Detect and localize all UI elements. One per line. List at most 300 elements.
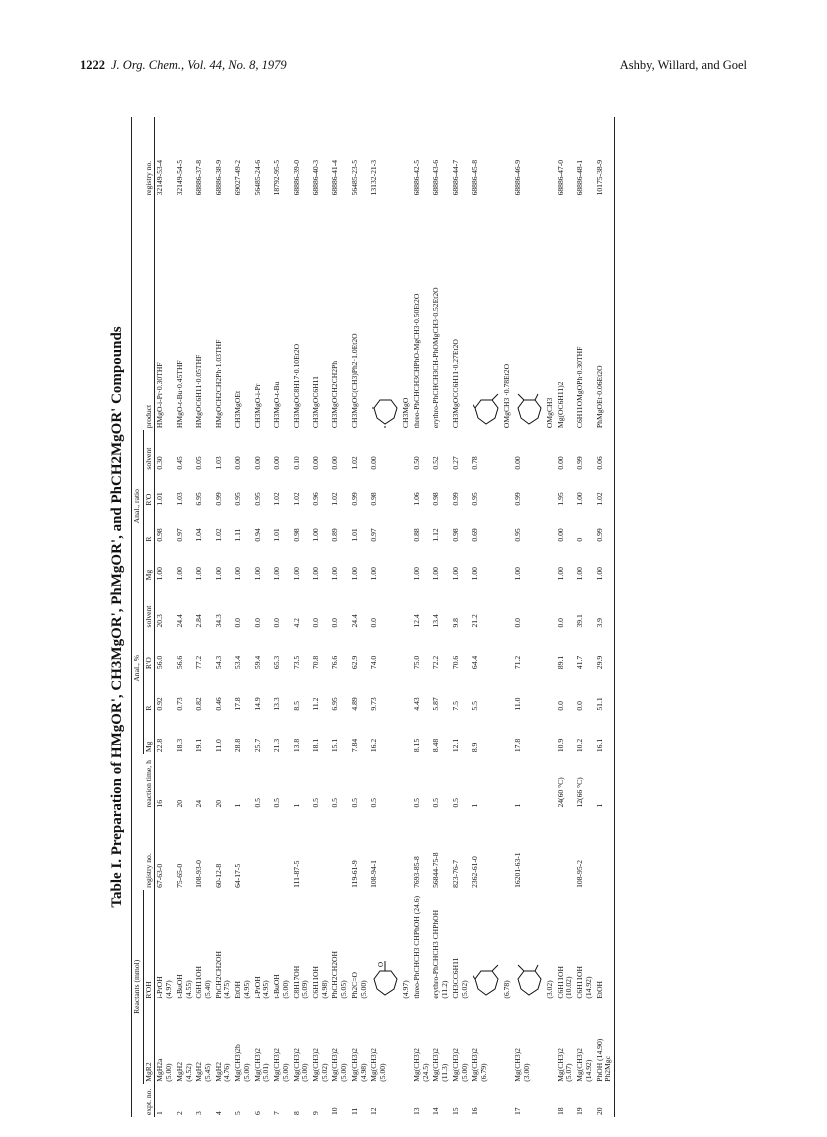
cell-mgr2-text: Mg(CH3)2b (5.00) bbox=[233, 1044, 251, 1082]
cell-time-text: 24 bbox=[194, 799, 204, 808]
cell-ratio bbox=[194, 544, 213, 583]
cell-pct-text: 24.4 bbox=[174, 614, 184, 628]
cell-pct bbox=[311, 582, 330, 629]
cell-expt-text: 18 bbox=[555, 1107, 565, 1115]
cell-product bbox=[175, 197, 194, 430]
cell-pct bbox=[451, 630, 470, 672]
cell-pct-text: 70.6 bbox=[450, 655, 460, 670]
cell-roh-text: EtOH (4.95) bbox=[233, 980, 251, 999]
cell-pct bbox=[214, 630, 233, 672]
cell-product bbox=[369, 197, 412, 430]
cell-pct-text: 22.8 bbox=[155, 738, 165, 753]
cell-expt-text: 10 bbox=[330, 1107, 340, 1115]
cell-ratio bbox=[253, 544, 272, 583]
col-expt: expt. no. bbox=[143, 1084, 155, 1117]
cell-ratio-text: 1.00 bbox=[291, 567, 301, 581]
cell-pct bbox=[595, 671, 615, 713]
cell-pct-text: 73.5 bbox=[291, 655, 301, 670]
cell-ratio-text: 1.00 bbox=[594, 567, 604, 581]
cell-ratio-text: 0.94 bbox=[252, 528, 262, 542]
cell-pct bbox=[194, 582, 213, 629]
cell-ratio bbox=[253, 508, 272, 544]
cell-ratio bbox=[253, 472, 272, 508]
cell-pct bbox=[513, 713, 556, 755]
col-pct-solvent: solvent bbox=[143, 582, 155, 629]
cell-mgr2 bbox=[470, 1001, 513, 1084]
header-expt bbox=[132, 1084, 144, 1117]
cell-registry bbox=[214, 810, 233, 890]
cell-ratio bbox=[194, 430, 213, 472]
cell-pct bbox=[155, 630, 175, 672]
cell-roh bbox=[155, 890, 175, 1001]
structure-drawing bbox=[473, 959, 503, 999]
table-row bbox=[155, 117, 175, 1117]
cell-registry bbox=[369, 810, 412, 890]
cell-pct-text: 34.3 bbox=[213, 614, 223, 628]
cell-ratio-text: 0.10 bbox=[291, 456, 301, 470]
cell-ratio bbox=[513, 472, 556, 508]
cell-time bbox=[272, 754, 291, 809]
cell-pct bbox=[155, 582, 175, 629]
cell-ratio-text: 1.00 bbox=[349, 567, 359, 581]
cell-ratio-text: 1.00 bbox=[411, 567, 421, 581]
cell-pct-text: 12.4 bbox=[411, 614, 421, 628]
cell-mgr2-text: MgH2a (5.00) bbox=[155, 1058, 174, 1082]
cell-roh bbox=[311, 890, 330, 1001]
cell-pct bbox=[175, 713, 194, 755]
cell-roh-text: CH3CC6H11 (5.02) bbox=[450, 957, 469, 999]
cell-registry-text: 111-87-5 bbox=[291, 860, 301, 888]
cell-product bbox=[431, 197, 450, 430]
cell-time bbox=[431, 754, 450, 809]
cell-ratio bbox=[575, 508, 594, 544]
cell-ratio-text: 0.69 bbox=[470, 528, 480, 542]
cell-roh-text: erythro-PhCHCH3 CHPhOH (11.2) bbox=[431, 909, 450, 999]
cell-mgr2-text: Mg(CH3)2 (24.5) bbox=[411, 1048, 430, 1082]
cell-pct bbox=[311, 671, 330, 713]
cell-time bbox=[575, 754, 594, 809]
cell-registry-2 bbox=[233, 117, 252, 197]
col-registry-2: registry no. bbox=[143, 117, 155, 197]
cell-pct-text: 77.2 bbox=[194, 655, 204, 670]
cell-mgr2-text: Mg(CH3)2 (5.01) bbox=[252, 1048, 271, 1082]
cell-pct-text: 71.2 bbox=[513, 655, 522, 670]
cell-ratio bbox=[330, 472, 349, 508]
cell-pct bbox=[470, 713, 513, 755]
cell-ratio-text: 0.99 bbox=[513, 492, 522, 506]
cell-time bbox=[556, 754, 575, 809]
cell-ratio bbox=[155, 508, 175, 544]
cell-registry-text: 108-93-0 bbox=[194, 860, 204, 888]
cell-ratio bbox=[253, 430, 272, 472]
cell-registry-2-text: 68886-48-1 bbox=[575, 159, 585, 196]
cell-expt-text: 1 bbox=[155, 1111, 165, 1115]
cell-registry bbox=[253, 810, 272, 890]
table-row bbox=[292, 117, 311, 1117]
cell-mgr2 bbox=[175, 1001, 194, 1084]
cell-pct-text: 5.5 bbox=[470, 701, 480, 711]
cell-pct-text: 19.1 bbox=[194, 738, 204, 753]
cell-registry-2-text: 56485-23-5 bbox=[349, 159, 359, 196]
cell-registry-2 bbox=[311, 117, 330, 197]
cell-pct bbox=[369, 671, 412, 713]
col-roh: R'OH bbox=[143, 890, 155, 1001]
cell-ratio bbox=[155, 430, 175, 472]
cell-pct-text: 25.7 bbox=[252, 738, 262, 753]
cell-ratio-text: 0.78 bbox=[470, 456, 480, 470]
col-pct-mg: Mg bbox=[143, 713, 155, 755]
cell-ratio bbox=[575, 430, 594, 472]
cell-roh bbox=[292, 890, 311, 1001]
cell-pct bbox=[369, 713, 412, 755]
cell-mgr2-text: Mg(CH3)2 (6.79) bbox=[470, 1048, 488, 1082]
cell-pct-text: 0.0 bbox=[513, 618, 522, 628]
cell-ratio bbox=[194, 472, 213, 508]
table-row bbox=[175, 117, 194, 1117]
cell-roh bbox=[513, 890, 556, 1001]
cell-ratio-text: 1.00 bbox=[555, 567, 565, 581]
cell-ratio-text: 1.02 bbox=[213, 528, 223, 542]
cell-ratio-text: 1.95 bbox=[555, 492, 565, 506]
cell-ratio-text: 1.01 bbox=[272, 528, 282, 542]
cell-pct bbox=[292, 630, 311, 672]
cell-ratio-text: 0.00 bbox=[252, 456, 262, 470]
cell-pct-text: 53.4 bbox=[233, 655, 243, 670]
cell-roh bbox=[253, 890, 272, 1001]
cell-time-text: 0.5 bbox=[330, 798, 340, 808]
cell-pct-text: 89.1 bbox=[555, 655, 565, 670]
cell-time bbox=[311, 754, 330, 809]
cell-mgr2-text: Mg(CH3)2 (5.02) bbox=[310, 1048, 329, 1082]
cell-pct-text: 13.8 bbox=[291, 738, 301, 753]
cell-ratio bbox=[272, 544, 291, 583]
cell-registry-text: 75-65-0 bbox=[174, 863, 184, 888]
cell-pct-text: 0.0 bbox=[310, 618, 320, 628]
cell-product-text: Mg(OC6H11)2 bbox=[555, 381, 565, 429]
table-row bbox=[556, 117, 575, 1117]
cell-ratio bbox=[233, 544, 252, 583]
cell-pct bbox=[575, 582, 594, 629]
cell-pct bbox=[253, 582, 272, 629]
cell-product bbox=[311, 197, 330, 430]
cell-ratio-text: 1.06 bbox=[411, 492, 421, 506]
cell-pct bbox=[330, 630, 349, 672]
cell-ratio bbox=[194, 508, 213, 544]
cell-registry bbox=[412, 810, 431, 890]
cell-ratio-text: 0.97 bbox=[174, 528, 184, 542]
cell-expt bbox=[175, 1084, 194, 1117]
cell-mgr2 bbox=[233, 1001, 252, 1084]
cell-pct-text: 4.89 bbox=[349, 697, 359, 711]
cell-expt bbox=[272, 1084, 291, 1117]
cell-mgr2 bbox=[431, 1001, 450, 1084]
cell-ratio bbox=[451, 472, 470, 508]
cell-product bbox=[194, 197, 213, 430]
structure-drawing bbox=[372, 959, 402, 999]
cell-registry bbox=[233, 810, 252, 890]
cell-pct bbox=[412, 630, 431, 672]
cell-pct-text: 39.1 bbox=[575, 614, 585, 628]
cell-ratio-text: 1.02 bbox=[349, 456, 359, 470]
cell-pct-text: 13.3 bbox=[272, 697, 282, 711]
cell-time bbox=[175, 754, 194, 809]
cell-pct bbox=[513, 671, 556, 713]
cell-roh bbox=[451, 890, 470, 1001]
structure-drawing bbox=[473, 388, 503, 428]
cell-pct-text: 6.95 bbox=[330, 697, 340, 711]
cell-ratio-text: 0.97 bbox=[369, 528, 379, 542]
cell-ratio-text: 0.00 bbox=[369, 456, 379, 470]
cell-roh bbox=[330, 890, 349, 1001]
cell-time-text: 0.5 bbox=[272, 798, 282, 808]
cell-registry-2 bbox=[369, 117, 412, 197]
cell-registry bbox=[575, 810, 594, 890]
cell-time-text: 24(60 °C) bbox=[555, 777, 565, 808]
cell-mgr2-text: Mg(CH3)2 (5.00) bbox=[272, 1048, 290, 1082]
cell-ratio-text: 0.89 bbox=[330, 528, 340, 542]
cell-pct bbox=[369, 630, 412, 672]
cell-ratio-text: 1.00 bbox=[575, 492, 585, 506]
cell-pct bbox=[194, 671, 213, 713]
cell-ratio-text: 1.01 bbox=[349, 528, 359, 542]
cell-product bbox=[451, 197, 470, 430]
cell-product bbox=[513, 197, 556, 430]
cell-pct-text: 56.0 bbox=[155, 655, 165, 670]
cell-time-text: 1 bbox=[233, 803, 243, 808]
cell-pct bbox=[233, 671, 252, 713]
cell-pct bbox=[253, 630, 272, 672]
cell-pct-text: 17.8 bbox=[513, 738, 522, 753]
table-row bbox=[350, 117, 369, 1117]
cell-pct-text: 16.2 bbox=[369, 738, 379, 753]
cell-pct-text: 8.9 bbox=[470, 742, 480, 753]
cell-pct bbox=[575, 630, 594, 672]
cell-ratio bbox=[451, 430, 470, 472]
structure-drawing bbox=[372, 388, 402, 428]
cell-ratio bbox=[369, 508, 412, 544]
cell-ratio bbox=[292, 472, 311, 508]
cell-registry bbox=[194, 810, 213, 890]
cell-expt bbox=[513, 1084, 556, 1117]
cell-ratio-text: 0.00 bbox=[272, 456, 282, 470]
cell-registry bbox=[595, 810, 615, 890]
cell-expt bbox=[595, 1084, 615, 1117]
cell-ratio bbox=[595, 472, 615, 508]
cell-ratio bbox=[350, 508, 369, 544]
cell-expt-text: 6 bbox=[252, 1111, 262, 1115]
cell-ratio bbox=[233, 508, 252, 544]
cell-ratio bbox=[214, 508, 233, 544]
cell-product-text: HMgOCH2CH2Ph·1.03THF bbox=[213, 339, 223, 429]
cell-registry-2-text: 68886-47-0 bbox=[555, 159, 565, 196]
structure-drawing bbox=[516, 388, 546, 428]
cell-pct bbox=[194, 630, 213, 672]
cell-mgr2-text: Mg(CH3)2 (5.00) bbox=[450, 1048, 469, 1082]
cell-registry bbox=[470, 810, 513, 890]
cell-ratio bbox=[292, 430, 311, 472]
cell-pct-text: 14.9 bbox=[252, 697, 262, 711]
cell-pct bbox=[556, 671, 575, 713]
cell-pct bbox=[253, 713, 272, 755]
cell-registry bbox=[272, 810, 291, 890]
cell-ratio-text: 1.03 bbox=[174, 492, 184, 506]
cell-pct-text: 0.73 bbox=[174, 697, 184, 711]
cell-pct-text: 5.87 bbox=[431, 697, 441, 711]
cell-pct-text: 4.43 bbox=[411, 697, 421, 711]
cell-expt bbox=[451, 1084, 470, 1117]
cell-ratio bbox=[556, 508, 575, 544]
cell-expt-text: 4 bbox=[213, 1111, 223, 1115]
cell-mgr2-text: Mg(CH3)2 (11.3) bbox=[431, 1048, 450, 1082]
cell-pct-text: 4.2 bbox=[291, 618, 301, 628]
cell-expt bbox=[431, 1084, 450, 1117]
cell-mgr2 bbox=[556, 1001, 575, 1084]
cell-ratio bbox=[292, 544, 311, 583]
cell-ratio bbox=[272, 472, 291, 508]
cell-pct bbox=[330, 671, 349, 713]
cell-roh bbox=[175, 890, 194, 1001]
cell-ratio-text: 0.98 bbox=[291, 528, 301, 542]
cell-registry-2 bbox=[292, 117, 311, 197]
cell-mgr2 bbox=[272, 1001, 291, 1084]
cell-expt-text: 9 bbox=[310, 1111, 320, 1115]
cell-ratio bbox=[311, 430, 330, 472]
cell-ratio bbox=[272, 430, 291, 472]
cell-pct-text: 10.2 bbox=[575, 738, 585, 753]
cell-pct bbox=[513, 582, 556, 629]
cell-pct bbox=[470, 630, 513, 672]
cell-roh bbox=[233, 890, 252, 1001]
cell-pct-text: 59.4 bbox=[252, 655, 262, 670]
cell-time bbox=[369, 754, 412, 809]
cell-ratio bbox=[214, 472, 233, 508]
cell-pct-text: 7.84 bbox=[349, 738, 359, 753]
cell-registry-2-text: 68886-40-3 bbox=[310, 159, 320, 196]
cell-time-text: 0.5 bbox=[450, 798, 460, 808]
cell-pct-text: 0.0 bbox=[252, 618, 262, 628]
cell-registry-2 bbox=[350, 117, 369, 197]
cell-expt-text: 20 bbox=[594, 1107, 604, 1115]
cell-ratio-text: 1.00 bbox=[155, 567, 165, 581]
cell-time-text: 0.5 bbox=[310, 798, 320, 808]
cell-ratio-text: 0.30 bbox=[155, 456, 165, 470]
cell-roh bbox=[350, 890, 369, 1001]
cell-pct-text: 0.46 bbox=[213, 697, 223, 711]
cell-time bbox=[292, 754, 311, 809]
cell-ratio bbox=[350, 544, 369, 583]
cell-pct-text: 0.92 bbox=[155, 697, 165, 711]
cell-ratio bbox=[470, 430, 513, 472]
cell-ratio bbox=[292, 508, 311, 544]
cell-pct bbox=[253, 671, 272, 713]
cell-pct bbox=[292, 671, 311, 713]
cell-expt bbox=[155, 1084, 175, 1117]
cell-ratio bbox=[175, 508, 194, 544]
table-row bbox=[214, 117, 233, 1117]
cell-product-text: CH3MgOC8H17·0.10Et2O bbox=[291, 343, 301, 429]
cell-ratio bbox=[451, 508, 470, 544]
cell-ratio-text: 0.45 bbox=[174, 456, 184, 470]
cell-pct-text: 11.0 bbox=[213, 739, 223, 753]
cell-ratio bbox=[369, 544, 412, 583]
cell-product-text: threo-PhCHCH3CHPhO-MgCH3·0.50Et2O bbox=[411, 293, 421, 429]
cell-pct-text: 41.7 bbox=[575, 655, 585, 670]
cell-pct-text: 76.6 bbox=[330, 655, 340, 670]
cell-registry bbox=[513, 810, 556, 890]
cell-expt bbox=[575, 1084, 594, 1117]
cell-pct bbox=[272, 671, 291, 713]
cell-pct-text: 20.3 bbox=[155, 614, 165, 628]
cell-ratio bbox=[311, 508, 330, 544]
cell-ratio bbox=[556, 544, 575, 583]
header-anal-pct: Anal., % bbox=[132, 582, 144, 754]
cell-ratio-text: 1.11 bbox=[233, 528, 243, 542]
cell-expt bbox=[194, 1084, 213, 1117]
cell-expt bbox=[556, 1084, 575, 1117]
cell-pct-text: 8.48 bbox=[431, 738, 441, 753]
table-row bbox=[194, 117, 213, 1117]
cell-ratio-text: 0.05 bbox=[194, 456, 204, 470]
cell-pct bbox=[595, 713, 615, 755]
cell-registry-2 bbox=[272, 117, 291, 197]
table-row bbox=[233, 117, 252, 1117]
cell-registry-2 bbox=[412, 117, 431, 197]
cell-expt-text: 14 bbox=[431, 1107, 441, 1115]
cell-pct-text: 24.4 bbox=[349, 614, 359, 628]
cell-ratio bbox=[575, 472, 594, 508]
cell-pct bbox=[556, 582, 575, 629]
cell-mgr2 bbox=[330, 1001, 349, 1084]
col-registry: registry no. bbox=[143, 810, 155, 890]
cell-pct-text: 0.82 bbox=[194, 697, 204, 711]
cell-roh-text: C6H11OH (4.98) bbox=[310, 966, 329, 999]
cell-mgr2 bbox=[575, 1001, 594, 1084]
cell-mgr2-text: PhOH (14.90) Ph2Mgc bbox=[594, 1038, 613, 1082]
cell-pct-text: 15.1 bbox=[330, 738, 340, 753]
cell-pct-text: 0.0 bbox=[233, 618, 243, 628]
cell-pct bbox=[431, 713, 450, 755]
cell-time bbox=[233, 754, 252, 809]
page-number: 1222 bbox=[80, 58, 105, 72]
cell-pct bbox=[431, 582, 450, 629]
cell-ratio-text: 0.95 bbox=[252, 492, 262, 506]
cell-time bbox=[513, 754, 556, 809]
cell-product-text: erythro-PhCHCH3CH-PhOMgCH3·0.52Et2O bbox=[431, 287, 441, 429]
cell-registry bbox=[330, 810, 349, 890]
cell-ratio bbox=[272, 508, 291, 544]
cell-pct-text: 74.0 bbox=[369, 655, 379, 670]
cell-ratio-text: 1.00 bbox=[369, 567, 379, 581]
cell-roh-text: EtOH bbox=[594, 980, 604, 999]
cell-roh bbox=[431, 890, 450, 1001]
cell-pct-text: 18.1 bbox=[310, 738, 320, 753]
cell-pct-text: 11.2 bbox=[310, 697, 320, 711]
cell-expt-text: 19 bbox=[575, 1107, 585, 1115]
cell-mgr2-text: Mg(CH3)2 (14.92) bbox=[575, 1048, 593, 1082]
cell-mgr2 bbox=[513, 1001, 556, 1084]
cell-pct bbox=[292, 713, 311, 755]
cell-ratio bbox=[233, 472, 252, 508]
cell-time bbox=[350, 754, 369, 809]
cell-time bbox=[253, 754, 272, 809]
cell-registry-2-text: 32149-54-5 bbox=[174, 159, 184, 196]
cell-time bbox=[330, 754, 349, 809]
cell-ratio-text: 1.00 bbox=[233, 567, 243, 581]
cell-ratio bbox=[155, 544, 175, 583]
cell-registry-text: 823-76-7 bbox=[450, 860, 460, 888]
cell-registry-2 bbox=[194, 117, 213, 197]
cell-registry-2 bbox=[330, 117, 349, 197]
